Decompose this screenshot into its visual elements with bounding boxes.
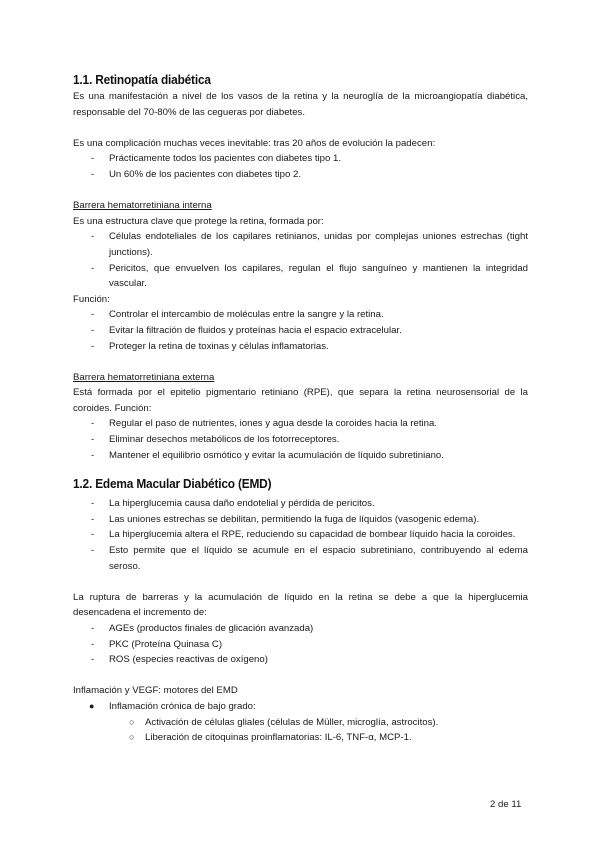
- list-item: - Esto permite que el líquido se acumule en el espacio subretiniano, contribuyendo al edema seroso.: [91, 545, 528, 572]
- paragraph-external-intro: Está formada por el epitelio pigmentario retiniano (RPE), que separa la retina neurosensorial de la coroides. Función:: [73, 387, 528, 414]
- list-item: - Mantener el equilibrio osmótico y evitar la acumulación de líquido subretiniano.: [91, 449, 444, 461]
- list-external: [73, 416, 528, 463]
- document-body: [73, 71, 528, 746]
- paragraph-inflammation-title: Inflamación y VEGF: motores del EMD: [73, 685, 238, 697]
- section-heading-retinopatia: 1.1. Retinopatía diabética: [73, 72, 211, 87]
- list-internal-function: [73, 307, 528, 354]
- section-heading-emd: 1.2. Edema Macular Diabético (EMD): [73, 476, 272, 492]
- bullet-circle-icon: ○: [129, 716, 135, 727]
- list-item: - AGEs (productos finales de glicación avanzada): [91, 623, 314, 634]
- list-rupture: [73, 621, 528, 668]
- paragraph-intro: Es una manifestación a nivel de los vasos de la retina y la neuroglía de la microangiopatía diabética, responsable del 70-80% de las cegueras por diabetes.: [73, 91, 528, 118]
- list-item: - Regular el paso de nutrientes, iones y agua desde la coroides hacia la retina.: [91, 418, 437, 430]
- list-complication: [73, 151, 528, 182]
- list-item: ○ Liberación de citoquinas proinflamatorias: IL-6, TNF-α, MCP-1.: [73, 730, 528, 746]
- list-item: - Pericitos, que envuelven los capilares, regulan el flujo sanguíneo y mantienen la integridad vascular.: [91, 262, 528, 290]
- list-item: - PKC (Proteína Quinasa C): [91, 638, 223, 650]
- list-internal: [73, 229, 528, 291]
- list-item: - Las uniones estrechas se debilitan, permitiendo la fuga de líquidos (vasogenic edema).: [91, 513, 480, 525]
- list-inflammation: [73, 699, 528, 715]
- list-item: ○ Activación de células gliales (células de Müller, microglía, astrocitos).: [73, 715, 528, 731]
- paragraph-internal-intro: Es una estructura clave que protege la retina, formada por:: [73, 215, 324, 227]
- paragraph-rupture: La ruptura de barreras y la acumulación de líquido en la retina se debe a que la hiperglucemia desencadena el incremento de:: [73, 591, 528, 619]
- bullet-circle-icon: ○: [129, 732, 135, 743]
- list-item: - Proteger la retina de toxinas y células inflamatorias.: [91, 340, 329, 352]
- list-item: - Prácticamente todos los pacientes con diabetes tipo 1.: [91, 153, 341, 165]
- list-emd: [73, 496, 528, 574]
- bullet-dot-icon: ●: [89, 700, 95, 711]
- subheading-barrera-externa: Barrera hematorretiniana externa: [73, 371, 215, 383]
- list-item: ● Inflamación crónica de bajo grado:: [73, 699, 528, 715]
- list-inflammation-sub: [73, 715, 528, 746]
- list-item: - ROS (especies reactivas de oxígeno): [91, 654, 268, 666]
- list-item: - La hiperglucemia altera el RPE, reduciendo su capacidad de bombear líquido hacia la coroides.: [91, 529, 516, 541]
- paragraph-complication: Es una complicación muchas veces inevitable: tras 20 años de evolución la padecen:: [73, 137, 436, 149]
- list-item: - Controlar el intercambio de moléculas entre la sangre y la retina.: [91, 309, 384, 321]
- list-item: - Eliminar desechos metabólicos de los fotorreceptores.: [91, 434, 340, 446]
- function-label: Función:: [73, 293, 110, 305]
- page-number: 2 de 11: [490, 799, 522, 810]
- list-item: - Células endoteliales de los capilares retinianos, unidas por complejas uniones estrechas (tight junctions).: [91, 231, 528, 258]
- list-item: - Un 60% de los pacientes con diabetes tipo 2.: [91, 168, 302, 180]
- subheading-barrera-interna: Barrera hematorretiniana interna: [73, 200, 212, 212]
- list-item: - La hiperglucemia causa daño endotelial y pérdida de pericitos.: [91, 498, 375, 510]
- list-item: - Evitar la filtración de fluidos y proteínas hacia el espacio extracelular.: [91, 324, 402, 336]
